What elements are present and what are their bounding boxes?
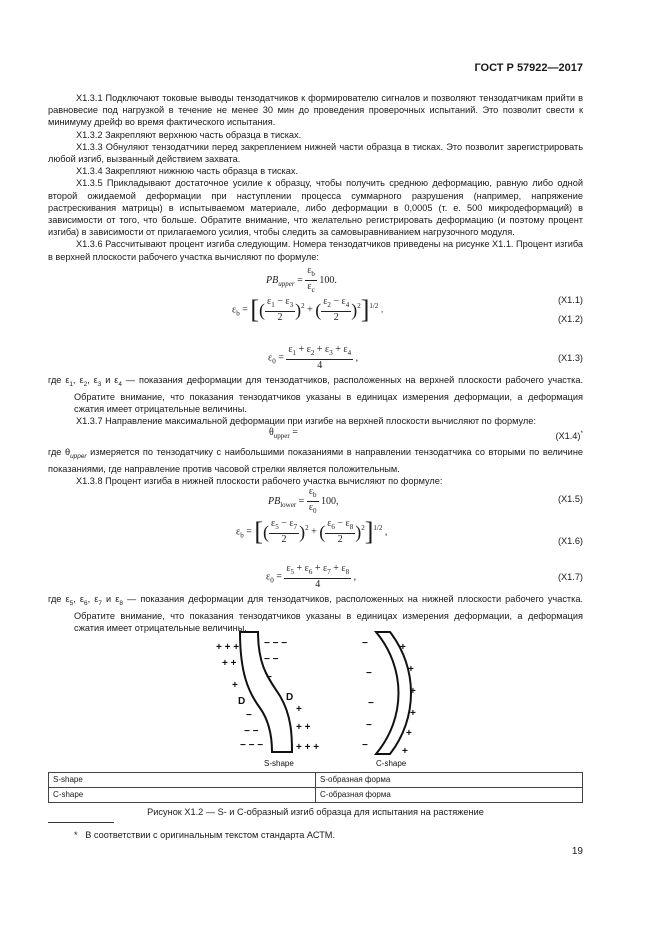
c-sign-minus-5: −	[362, 740, 368, 751]
table-cell: S-shape	[49, 773, 316, 788]
sign-plus-5: + +	[296, 722, 311, 733]
c-sign-plus-1: +	[400, 642, 406, 653]
equation-number-x1-4: (X1.4)*	[555, 430, 583, 442]
equation-number-x1-6: (X1.6)	[557, 536, 583, 546]
sign-plus-plus-1: + + +	[216, 642, 240, 653]
s-d-label-left: D	[238, 696, 246, 707]
c-shape-label: C-shape	[376, 759, 407, 768]
sign-minus-1: − − −	[264, 638, 288, 649]
table-cell: C-shape	[49, 788, 316, 803]
equation-x1-5: $PB_{lower}$ = $\frac{\varepsilon_b}{\varepsilon_0}$ 100,	[268, 486, 339, 516]
figure-caption: Рисунок X1.2 — S- и C-образный изгиб образца для испытания на растяжение	[147, 807, 484, 817]
s-d-label-right: D	[286, 692, 294, 703]
sign-plus-plus-2: + +	[222, 658, 237, 669]
c-sign-minus-1: −	[362, 638, 368, 649]
theta-description: измеряется по тензодатчику с наибольшими показаниями в направлении тензодатчика со вторыми по величине показаниями, где направление против часовой стрелки является положительным.	[48, 447, 583, 475]
footnote-divider	[48, 822, 114, 823]
sign-plus-4: +	[296, 704, 302, 715]
equation-x1-4: $\theta_{upper}$ =	[269, 427, 298, 440]
sign-minus-3: −	[266, 672, 272, 683]
equation-x1-6: $\varepsilon_b$ = [( $\frac{\varepsilon_5 - \varepsilon_7}{2}$ )$^2$ + ( $\frac{\varepsilon_6 - \varepsilon_8}{2}$ )$^2$]$^{1/2}$ ,	[236, 517, 388, 547]
sign-plus-3: +	[232, 680, 238, 691]
sign-minus-2: − −	[264, 654, 279, 665]
document-code: ГОСТ Р 57922—2017	[474, 62, 583, 74]
equation-x1-7: $\varepsilon_0$ = $\frac{\varepsilon_5 + \varepsilon_6 + \varepsilon_7 + \varepsilon_8}{4}$ ,	[266, 563, 357, 591]
figure-legend-table	[48, 772, 583, 803]
text-block-intro	[48, 92, 583, 263]
footnote	[74, 829, 335, 841]
text-block-theta: где $\theta_{upper}$ измеряется по тензодатчику с наибольшими показаниями в направлении тензодатчика со вторыми по величине показаниями, где направление против часовой стрелки является положительным. X1.3.8 Процент изгиба в нижней плоскости рабочего участка вычисляют по формуле:	[48, 447, 583, 487]
c-sign-plus-2: +	[408, 664, 414, 675]
footnote-text: В соответствии с оригинальным текстом стандарта АСТМ.	[85, 830, 336, 840]
table-row	[49, 773, 583, 788]
c-sign-minus-3: −	[368, 698, 374, 709]
equation-number-x1-3: (X1.3)	[557, 353, 583, 363]
equation-x1-1: $PB_{upper}$ = $\frac{\varepsilon_b}{\varepsilon_c}$ 100.	[266, 265, 337, 295]
where-lower-text: — показания деформации для тензодатчиков, расположенных на нижней плоскости рабочего участка. Обратите внимание, что показания тензодатчиков указаны в единицах измерения деформации, а деформация сжатия имеет отрицательные величины.	[74, 594, 584, 634]
c-sign-minus-4: −	[366, 720, 372, 731]
equation-x1-3: $\varepsilon_0$ = $\frac{\varepsilon_1 + \varepsilon_2 + \varepsilon_3 + \varepsilon_4}{4}$ ,	[268, 344, 359, 372]
sign-minus-6: − − −	[240, 740, 264, 751]
c-sign-plus-3: +	[410, 686, 416, 697]
table-cell: S-образная форма	[316, 773, 583, 788]
equation-number-x1-7: (X1.7)	[557, 572, 583, 582]
table-cell: C-образная форма	[316, 788, 583, 803]
paragraph-x1-3-8: X1.3.8 Процент изгиба в нижней плоскости рабочего участка вычисляют по формуле:	[76, 476, 443, 487]
paragraph-x1-3-2: X1.3.2 Закрепляют верхнюю часть образца в тисках.	[76, 129, 302, 140]
paragraph-x1-3-6: X1.3.6 Рассчитывают процент изгиба следующим. Номера тензодатчиков приведены на рисунке X1.1. Процент изгиба в верхней плоскости рабочего участка вычисляют по формуле:	[48, 239, 583, 262]
paragraph-x1-3-3: X1.3.3 Обнуляют тензодатчики перед закреплением нижней части образца в тисках. Это позволит зарегистрировать любой изгиб, вызванный действием захвата.	[48, 141, 583, 165]
sign-minus-4: −	[246, 710, 252, 721]
c-sign-minus-2: −	[366, 668, 372, 679]
equation-number-x1-2: (X1.2)	[557, 314, 583, 324]
page-number: 19	[571, 846, 583, 857]
c-sign-plus-4: +	[410, 708, 416, 719]
c-sign-plus-6: +	[402, 746, 408, 757]
equation-number-x1-5: (X1.5)	[557, 494, 583, 504]
sign-minus-5: − −	[244, 726, 259, 737]
table-row	[49, 788, 583, 803]
s-shape-label: S-shape	[264, 759, 294, 768]
text-block-where-lower: где $\varepsilon_5$, $\varepsilon_6$, $\varepsilon_7$ и $\varepsilon_8$ — показания деформации для тензодатчиков, расположенных на нижней плоскости рабочего участка. Обратите внимание, что показания тензодатчиков указаны в единицах измерения деформации, а деформация сжатия имеет отрицательные величины.	[48, 594, 584, 634]
paragraph-x1-3-4: X1.3.4 Закрепляют нижнюю часть образца в тисках.	[76, 166, 299, 177]
equation-x1-2: $\varepsilon_b$ = [( $\frac{\varepsilon_1 - \varepsilon_3}{2}$ )$^2$ + ( $\frac{\varepsilon_2 - \varepsilon_4}{2}$ )$^2$]$^{1/2}$ .	[232, 295, 384, 325]
bending-figure	[200, 628, 440, 770]
footnote-mark: *	[74, 830, 78, 840]
c-sign-plus-5: +	[406, 728, 412, 739]
paragraph-x1-3-7: X1.3.7 Направление максимальной деформации при изгибе на верхней плоскости вычисляют по формуле:	[76, 416, 536, 427]
text-block-where-upper: где $\varepsilon_1$, $\varepsilon_2$, $\varepsilon_3$ и $\varepsilon_4$ — показания деформации для тензодатчиков, расположенных на верхней плоскости рабочего участка. Обратите внимание, что показания тензодатчиков указаны в единицах измерения деформации, а деформация сжатия имеет отрицательные величины. X1.3.7 Направление максимальной деформации при изгибе на верхней плоскости вычисляют по формуле:	[48, 375, 583, 427]
sign-plus-6: + + +	[296, 742, 320, 753]
paragraph-x1-3-5: X1.3.5 Прикладывают достаточное усилие к образцу, чтобы получить среднюю деформацию, равную либо одной второй ожидаемой деформации при наступлении процесса суммарного разрушения (например, напряжение растрескивания матрицы) в испытываемом материале, либо деформации в 0,0005 (т. е. 500 микродеформаций) в зависимости от того, что больше. Обратите внимание, что желательно регистрировать деформацию (и поэтому процент изгиба) в зависимости от прилагаемого усилия, чтобы следить за самовыравниванием нагрузочного модуля.	[48, 178, 583, 238]
equation-number-x1-1: (X1.1)	[557, 295, 583, 305]
paragraph-x1-3-1: X1.3.1 Подключают токовые выводы тензодатчиков к формирователю сигналов и позволяют тензодатчикам прийти в равновесие под нагрузкой в течение не менее 30 мин до проведения проверочных испытаний. Это позволит свести к минимуму дрейф во время фактического испытания.	[48, 93, 583, 128]
where-upper-text: — показания деформации для тензодатчиков, расположенных на верхней плоскости рабочего участка. Обратите внимание, что показания тензодатчиков указаны в единицах измерения деформации, а деформация сжатия имеет отрицательные величины.	[74, 375, 583, 415]
